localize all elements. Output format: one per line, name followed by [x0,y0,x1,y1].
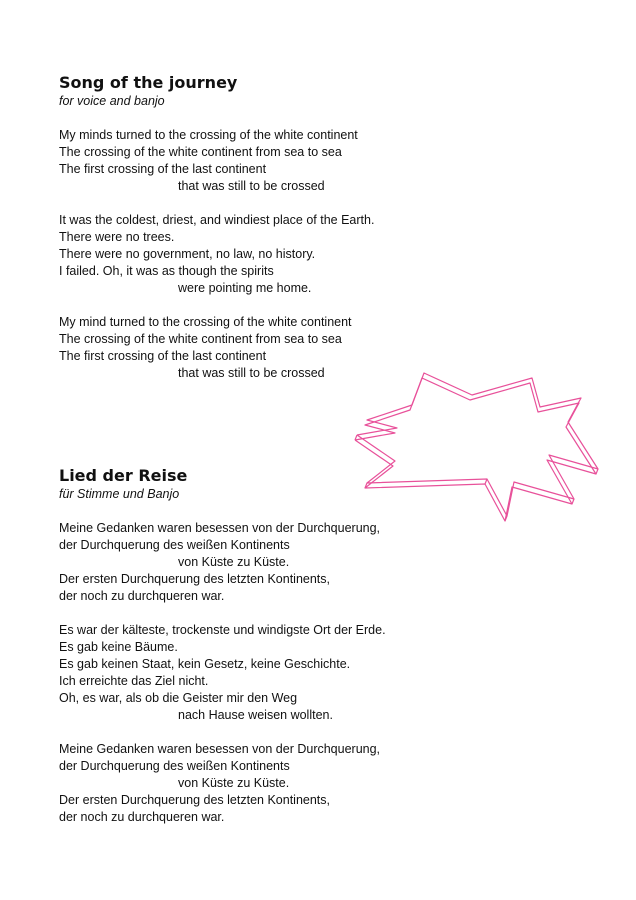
verse-line: Es war der kälteste, trockenste und windigste Ort der Erde. [59,623,386,637]
verse-line: der Durchquerung des weißen Kontinents [59,538,290,552]
verse-line: Oh, es war, als ob die Geister mir den Weg [59,691,298,705]
verse-line: Der ersten Durchquerung des letzten Kontinents, [59,572,330,586]
english-stanzas [59,127,579,382]
german-stanzas [59,520,579,826]
verse-line: Der ersten Durchquerung des letzten Kontinents, [59,793,330,807]
verse-line: The crossing of the white continent from sea to sea [59,332,342,346]
verse-line: der Durchquerung des weißen Kontinents [59,759,290,773]
verse-line: The first crossing of the last continent [59,162,267,176]
verse-line: There were no trees. [59,230,175,244]
verse-line: Meine Gedanken waren besessen von der Durchquerung, [59,742,381,756]
stanza [59,127,579,195]
pink-starburst-outline-icon [350,370,605,530]
verse-line: It was the coldest, driest, and windiest place of the Earth. [59,213,375,227]
stanza [59,212,579,297]
verse-line: were pointing me home. [178,281,312,295]
verse-line: that was still to be crossed [178,179,325,193]
verse-line: that was still to be crossed [178,366,325,380]
verse-line: nach Hause weisen wollten. [178,708,333,722]
stanza [59,520,579,605]
verse-line: The first crossing of the last continent [59,349,267,363]
german-title: Lied der Reise [59,466,188,485]
stanza [59,741,579,826]
stanza [59,622,579,724]
verse-line: I failed. Oh, it was as though the spirits [59,264,274,278]
verse-line: der noch zu durchqueren war. [59,810,225,824]
verse-line: Meine Gedanken waren besessen von der Durchquerung, [59,521,381,535]
verse-line: My minds turned to the crossing of the white continent [59,128,358,142]
verse-line: Ich erreichte das Ziel nicht. [59,674,209,688]
verse-line: There were no government, no law, no history. [59,247,316,261]
verse-line: von Küste zu Küste. [178,555,290,569]
german-subtitle: für Stimme und Banjo [59,487,180,501]
verse-line: The crossing of the white continent from sea to sea [59,145,342,159]
verse-line: Es gab keine Bäume. [59,640,178,654]
verse-line: Es gab keinen Staat, kein Gesetz, keine Geschichte. [59,657,351,671]
english-title: Song of the journey [59,73,238,92]
english-section [59,73,579,382]
verse-line: My mind turned to the crossing of the white continent [59,315,352,329]
verse-line: von Küste zu Küste. [178,776,290,790]
english-subtitle: for voice and banjo [59,94,165,108]
verse-line: der noch zu durchqueren war. [59,589,225,603]
